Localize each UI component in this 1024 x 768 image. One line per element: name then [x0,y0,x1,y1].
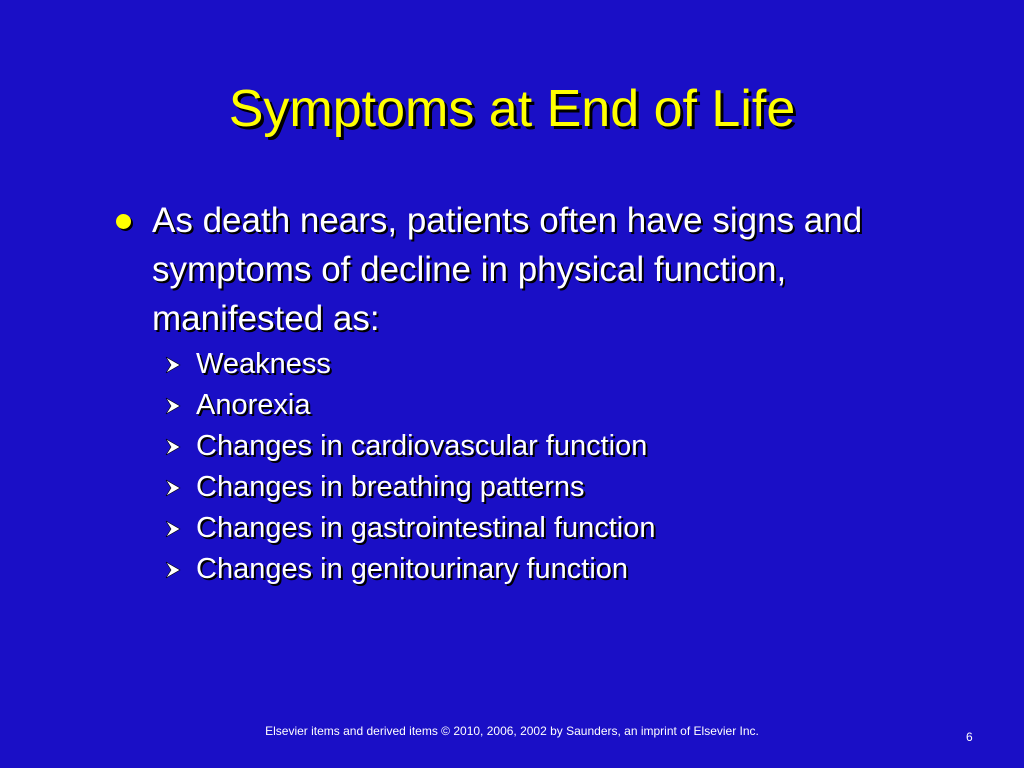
sub-bullet-item [112,385,912,426]
sub-bullet-text: Changes in gastrointestinal function [196,512,656,544]
main-bullet [112,196,912,343]
chevron-right-arrowhead-icon [164,397,182,415]
chevron-right-arrowhead-icon [164,479,182,497]
sub-bullet-item [112,426,912,467]
sub-bullet-item [112,344,912,385]
chevron-right-arrowhead-icon [164,356,182,374]
sub-bullet-text: Weakness [196,348,331,380]
chevron-right-arrowhead-icon [164,438,182,456]
chevron-right-arrowhead-icon [164,561,182,579]
sub-bullet-text: Changes in breathing patterns [196,471,585,503]
filled-circle-bullet-icon [116,214,131,229]
sub-bullet-text: Changes in genitourinary function [196,553,629,585]
sub-bullet-list [112,344,912,590]
slide-content [112,196,912,590]
copyright-footer: Elsevier items and derived items © 2010, 2006, 2002 by Saunders, an imprint of Elsevier Inc. [265,724,759,738]
sub-bullet-item [112,467,912,508]
sub-bullet-item [112,549,912,590]
sub-bullet-item [112,508,912,549]
sub-bullet-text: Changes in cardiovascular function [196,430,648,462]
slide-title: Symptoms at End of Life [228,80,796,138]
sub-bullet-text: Anorexia [196,389,311,421]
page-number: 6 [966,730,973,744]
main-bullet-text: As death nears, patients often have signs and symptoms of decline in physical function, manifested as: [152,201,863,338]
chevron-right-arrowhead-icon [164,520,182,538]
